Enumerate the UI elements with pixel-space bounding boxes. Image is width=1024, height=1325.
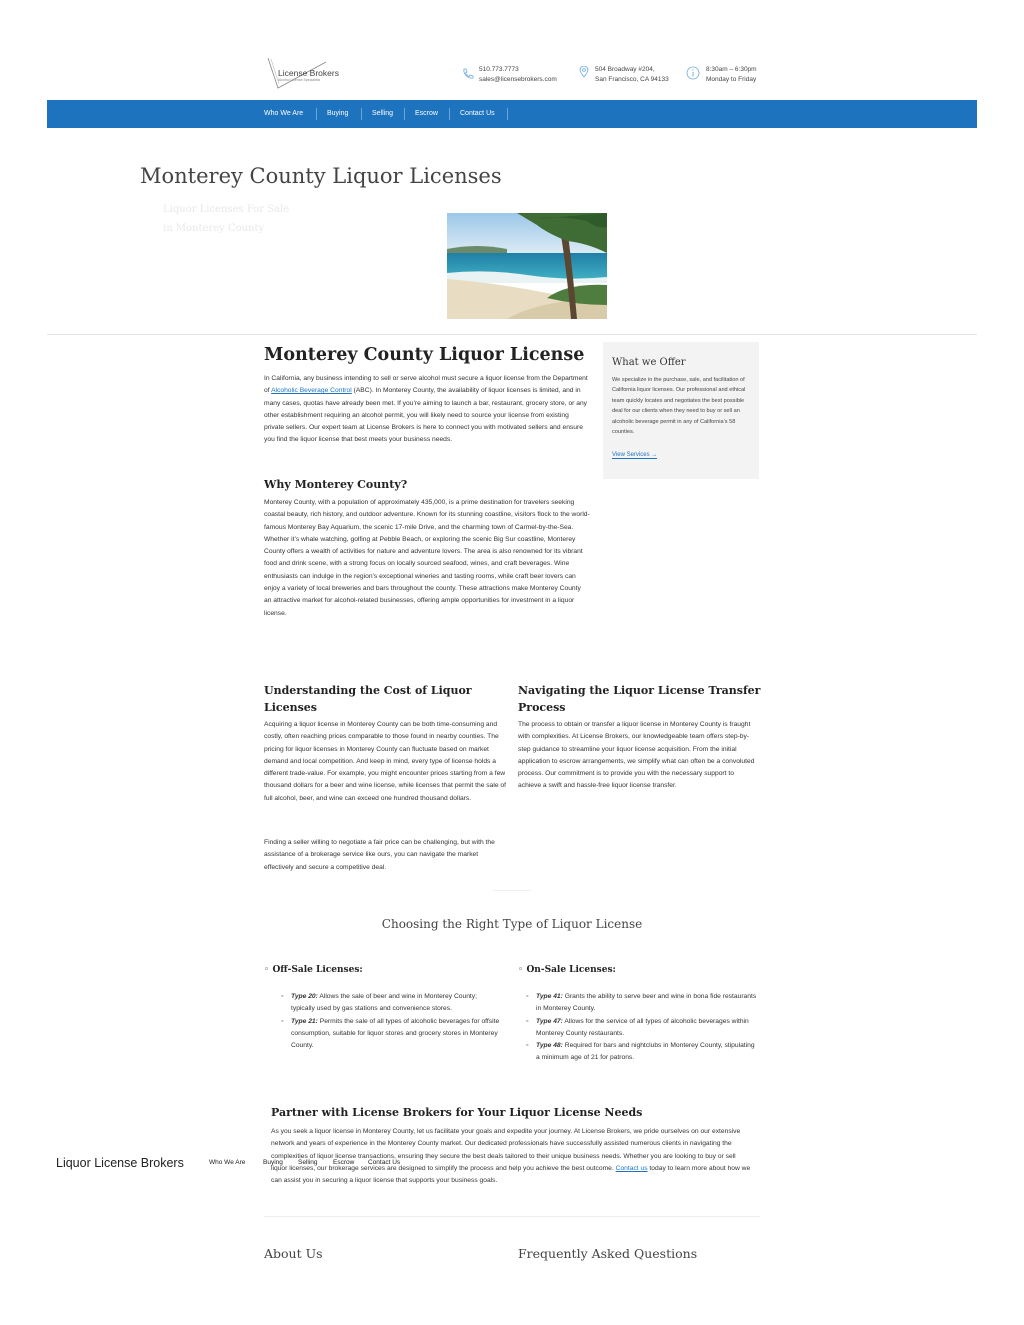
cost-paragraph-2: Finding a seller willing to negotiate a fair price can be challenging, but with the assistance of a brokerage service like ours, you can navigate the market effectively and secure a competitive deal. [264, 839, 495, 871]
about-us-heading[interactable]: About Us [264, 1246, 323, 1261]
page-title: Monterey County Liquor Licenses [140, 164, 502, 188]
on-sale-heading: ◦ On-Sale Licenses: [518, 965, 616, 975]
license-type-desc: Required for bars and nightclubs in Monterey County, stipulating a minimum age of 21 for patrons. [536, 1042, 755, 1062]
sticky-nav-escrow[interactable]: Escrow [333, 1159, 355, 1166]
license-type-desc: Allows for the service of all types of alcoholic beverages within Monterey County restaurants. [536, 1017, 749, 1037]
contact-us-link[interactable]: Contact us [615, 1164, 648, 1172]
list-item [291, 991, 501, 1016]
nav-contact-us[interactable]: Contact Us [460, 110, 495, 117]
transfer-paragraph: The process to obtain or transfer a liquor license in Monterey County is fraught with complexities. At License Brokers, our knowledgeable team offers step-by-step guidance to streamline your liquor license acquisition. From the initial application to escrow arrangements, we simplify what can often be a convoluted process. Our commitment is to provide you with the necessary support to achieve a swift and hassle-free liquor license transfer. [518, 721, 755, 790]
nav-separator [404, 108, 405, 120]
nav-buying[interactable]: Buying [327, 110, 349, 117]
sticky-nav-buying[interactable]: Buying [263, 1159, 283, 1166]
header-phone[interactable]: 510.773.7773 [479, 66, 519, 73]
location-pin-icon [578, 66, 590, 78]
partner-heading: Partner with License Brokers for Your Liquor License Needs [271, 1106, 643, 1119]
sticky-nav-selling[interactable]: Selling [298, 1159, 318, 1166]
sidebar-title: What we Offer [612, 357, 686, 368]
sticky-brand[interactable]: Liquor License Brokers [56, 1156, 184, 1170]
sticky-nav-who-we-are[interactable]: Who We Are [209, 1159, 246, 1166]
hero-beach-image [447, 213, 607, 319]
main-nav [47, 100, 977, 128]
nav-who-we-are[interactable]: Who We Are [264, 110, 304, 117]
list-item [536, 1040, 758, 1065]
view-services-link[interactable]: View Services → [612, 452, 658, 458]
list-item [536, 1016, 758, 1041]
faq-heading[interactable]: Frequently Asked Questions [518, 1246, 698, 1261]
hero-subtitle [163, 200, 289, 238]
intro-paragraph [264, 373, 590, 447]
site-logo[interactable] [266, 56, 346, 92]
header-hours-line2: Monday to Friday [706, 75, 757, 83]
license-type-label: Type 48: [536, 1042, 563, 1050]
license-types-title: Choosing the Right Type of Liquor License [381, 917, 643, 931]
hero-subtitle-line2: in Monterey County [163, 223, 265, 234]
partner-text-cont: today to learn more about how we can assist you in securing a liquor license that supports your business goals. [271, 1164, 751, 1185]
on-sale-list [536, 991, 758, 1065]
nav-separator [316, 108, 317, 120]
what-we-offer-box [603, 342, 759, 479]
license-type-label: Type 47: [536, 1017, 563, 1025]
sticky-nav-contact-us[interactable]: Contact Us [368, 1159, 401, 1166]
phone-icon [462, 68, 474, 80]
cost-paragraph-1: Acquiring a liquor license in Monterey County can be both time-consuming and costly, often reaching prices comparable to those found in nearby counties. The pricing for liquor licenses in Monterey County can fluctuate based on market demand and local competition. And keep in mind, every type of license holds a different trade-value. For example, you might encounter prices starting from a few thousand dollars for a beer and wine license, while licenses that permit the sale of full alcohol, beer, and wine can exceed one hundred thousand dollars. [264, 721, 507, 802]
short-divider [493, 890, 531, 891]
license-type-desc: Grants the ability to serve beer and wine in bona fide restaurants in Monterey County. [536, 993, 757, 1013]
abc-link[interactable]: Alcoholic Beverage Control [271, 387, 352, 395]
logo-tagline: Alcohol License Specialists [278, 78, 321, 82]
header-address-line2: San Francisco, CA 94133 [595, 75, 669, 83]
header-hours-line1: 8:30am – 6:30pm [706, 66, 757, 73]
sidebar-body: We specialize in the purchase, sale, and facilitation of California liquor licenses. Our professional and ethical team quickly locates and negotiates the best possible deal for our clients when they need to buy or sell an alcoholic beverage permit in any of California’s 58 counties. [612, 377, 746, 436]
section-divider [47, 334, 977, 335]
cost-heading: Understanding the Cost of Liquor Licenses [264, 684, 472, 714]
intro-text: In California, any business intending to sell or serve alcohol must secure a liquor license from the Department of [264, 375, 588, 395]
nav-selling[interactable]: Selling [372, 110, 394, 117]
license-type-label: Type 41: [536, 993, 563, 1000]
hero-subtitle-line1: Liquor Licenses For Sale [163, 204, 290, 215]
main-heading: Monterey County Liquor License [264, 345, 585, 365]
why-paragraph: Monterey County, with a population of approximately 435,000, is a prime destination for travelers seeking coastal beauty, rich history, and outdoor adventure. Known for its stunning coastline, visitors flock to the world-famous Monterey Bay Aquarium, the scenic 17-mile Drive, and the charming town of Carmel-by-the-Sea. Whether it’s whale watching, golfing at Pebble Beach, or exploring the scenic Big Sur coastline, Monterey County offers a wealth of activities for nature and adventure lovers. The area is also renowned for its vibrant food and drink scene, with a strong focus on locally sourced seafood, wines, and craft beverages. Wine enthusiasts can indulge in the region’s exceptional wineries and tasting rooms, while craft beer lovers can enjoy a variety of local breweries and bars throughout the county. These attractions make Monterey County an attractive market for alcohol-related businesses, offering ample opportunities for investment in a liquor license. [264, 499, 590, 617]
license-type-label: Type 20: [291, 993, 318, 1000]
why-heading: Why Monterey County? [264, 478, 408, 491]
nav-separator [361, 108, 362, 120]
off-sale-list [291, 991, 501, 1052]
partner-paragraph [271, 1126, 753, 1187]
header-address-line1: 504 Broadway #204, [595, 66, 655, 73]
intro-text-cont: (ABC). In Monterey County, the availability of liquor licenses is limited, and in many cases, quotas have already been met. If you’re aiming to launch a bar, restaurant, grocery store, or any other establishment requiring an alcohol permit, you will likely need to source your license from existing private sellers. Our expert team at License Brokers is here to connect you with motivated sellers and ensure you find the liquor license that best meets your business needs. [264, 387, 588, 444]
nav-separator [449, 108, 450, 120]
nav-escrow[interactable]: Escrow [415, 110, 438, 117]
off-sale-heading-text: Off-Sale Licenses: [272, 965, 363, 975]
license-type-desc: Allows the sale of beer and wine in Monterey County; typically used by gas stations and convenience stores. [291, 993, 477, 1013]
footer-divider [264, 1216, 760, 1217]
on-sale-heading-text: On-Sale Licenses: [526, 965, 616, 975]
off-sale-heading: ◦ Off-Sale Licenses: [264, 965, 363, 975]
license-type-desc: Permits the sale of all types of alcoholic beverages for offsite consumption, suitable for liquor stores and grocery stores in Monterey County. [291, 1017, 500, 1050]
license-type-label: Type 21: [291, 1017, 318, 1025]
transfer-heading: Navigating the Liquor License Transfer Process [518, 684, 761, 714]
header-email[interactable]: sales@licensebrokers.com [479, 75, 557, 83]
list-item [536, 991, 758, 1016]
logo-text: License Brokers [278, 68, 339, 78]
list-item [291, 1016, 501, 1053]
nav-separator [507, 108, 508, 120]
info-icon [686, 66, 700, 80]
partner-text: As you seek a liquor license in Monterey County, let us facilitate your goals and expedite your journey. At License Brokers, we pride ourselves on our extensive network and years of experience in the Monterey County market. Our dedicated professionals have successfully assisted numerous clients in navigating the complexities of liquor license transactions, ensuring they secure the best deals tailored to their unique business needs. Whether you are looking to buy or sell liquor licenses, our brokerage services are designed to simplify the process and help you achieve the best outcome. [271, 1128, 741, 1172]
